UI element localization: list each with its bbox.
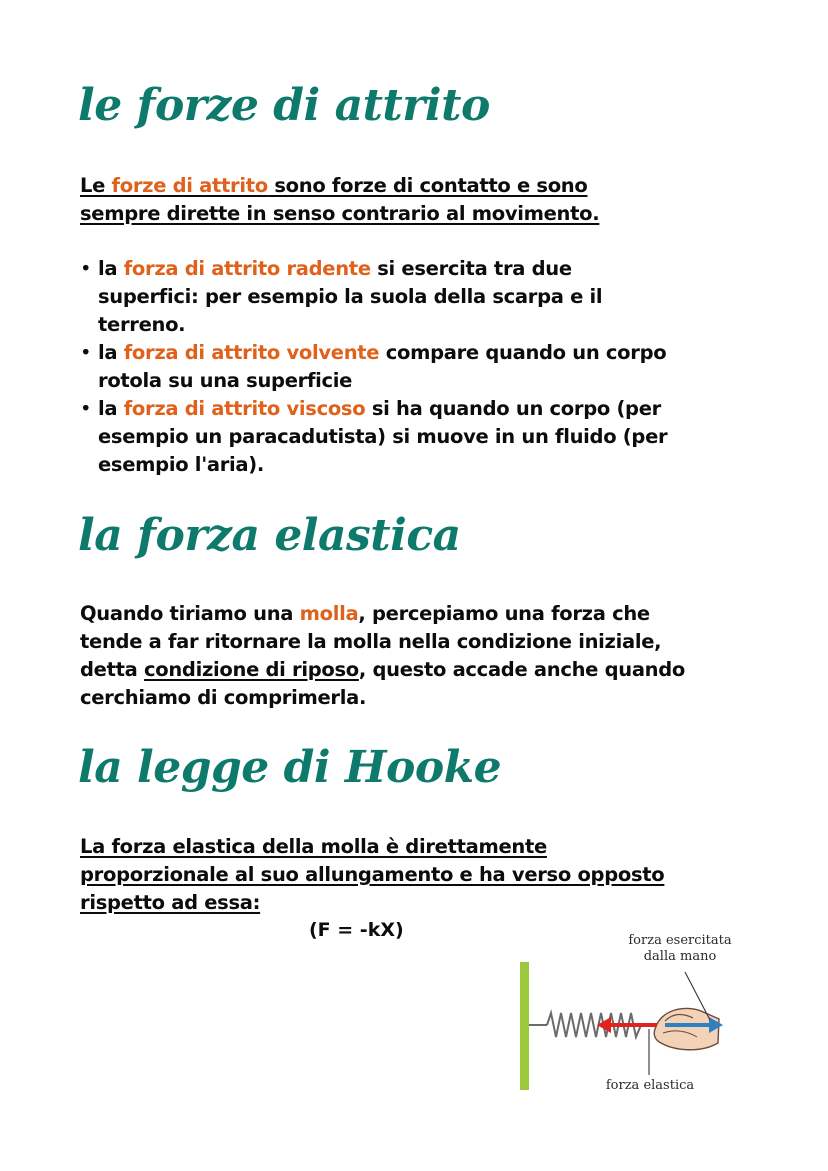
list-item-viscoso: • la forza di attrito viscoso si ha quando un corpo (per esempio un paracadutista) si muove in un fluido (per esempio l'aria). bbox=[78, 395, 667, 479]
attrito-intro-line1: Le forze di attrito sono forze di contatto e sono bbox=[80, 174, 588, 197]
elastica-paragraph: Quando tiriamo una molla, percepiamo una forza che tende a far ritornare la molla nella condizione iniziale, detta condizione di riposo, questo accade anche quando cerchiamo di comprimerla. bbox=[80, 602, 686, 709]
label-forza-elastica: forza elastica bbox=[605, 1078, 695, 1093]
heading-forza-elastica: la forza elastica bbox=[78, 510, 461, 561]
heading-legge-hooke: la legge di Hooke bbox=[78, 742, 502, 793]
label-forza-mano: forza esercitata dalla mano bbox=[628, 933, 732, 964]
heading-forze-attrito: le forze di attrito bbox=[78, 80, 490, 131]
attrito-intro-line2: sempre dirette in senso contrario al movimento. bbox=[80, 202, 600, 225]
condizione-riposo-term: condizione di riposo bbox=[143, 658, 359, 681]
list-item-radente: • la forza di attrito radente si esercita tra due superfici: per esempio la suola della scarpa e il terreno. bbox=[78, 255, 667, 339]
wall-icon bbox=[520, 962, 529, 1090]
hooke-formula: (F = -kX) bbox=[309, 919, 404, 941]
spring-figure bbox=[505, 925, 750, 1100]
attrito-types-list bbox=[78, 255, 667, 479]
list-item-volvente: • la forza di attrito volvente compare quando un corpo rotola su una superficie bbox=[78, 339, 667, 395]
hooke-paragraph: La forza elastica della molla è direttamente proporzionale al suo allungamento e ha verso opposto rispetto ad essa: bbox=[80, 835, 665, 914]
attrito-intro bbox=[80, 172, 599, 228]
